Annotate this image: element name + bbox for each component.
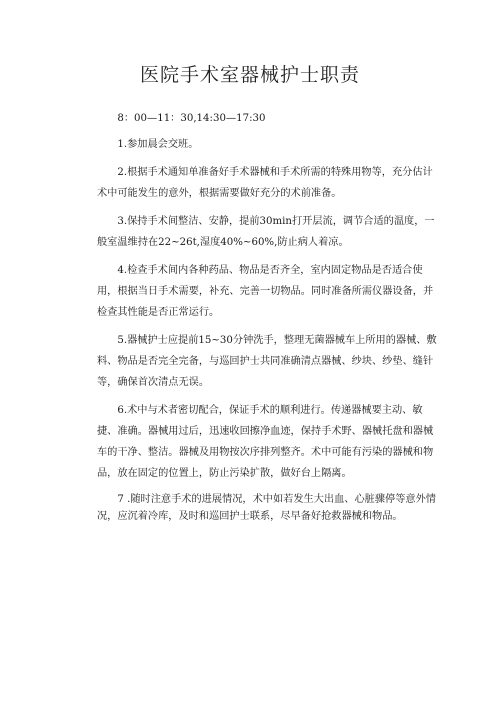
duty-number: 7 [117,494,124,505]
duty-item-1 [97,134,437,155]
duty-item-3 [97,211,437,253]
duty-item-5 [97,330,437,393]
duty-number: 6 [117,405,124,416]
duty-item-6 [97,400,437,484]
duty-number: 3 [117,216,124,227]
document-body [97,108,437,532]
duty-text: .参加晨会交班。 [123,139,199,150]
duty-text: .器械护士应提前15~30分钟洗手，整理无菌器械车上所用的器械、敷料、物品是否完全完备，与巡回护士共同准确清点器械、纱块、纱垫、缝针等，确保首次清点无误。 [97,335,437,388]
duty-number: 1 [117,139,124,150]
working-hours: 8：00—11：30,14:30—17:30 [117,113,266,124]
duty-text: .保持手术间整洁、安静，提前30min打开层流，调节合适的温度，一般室温维持在22~26t,湿度40%~60%,防止病人着凉。 [97,216,435,248]
duty-text: .术中与术者密切配合，保证手术的顺利进行。传递器械要主动、敏捷、准确。器械用过后，迅速收回擦净血迹，保持手术野、器械托盘和器械车的干净、整洁。器械及用物按次序排列整齐。术中可能有污染的器械和物品，放在固定的位置上，防止污染扩散，做好台上隔离。 [97,405,434,479]
duty-text: .随时注意手术的进展情况，术中如若发生大出血、心脏骤停等意外情况，应沉着冷库，及时和巡回护士联系，尽早备好抢救器械和物品。 [97,494,436,522]
duty-text: .检查手术间内各种药品、物品是否齐全，室内固定物品是否适合使用，根据当日手术需要，补充、完善一切物品。同时准备所需仪器设备，并检查其性能是否正常运行。 [97,265,434,318]
duty-item-4 [97,260,437,323]
duty-item-7 [97,491,437,525]
duty-text: .根据手术通知单准备好手术器械和手术所需的特殊用物等，充分估计术中可能发生的意外，根据需要做好充分的术前准备。 [97,167,433,199]
duty-number: 5 [117,335,124,346]
duty-item-2 [97,162,437,204]
duty-number: 2 [117,167,124,178]
document-title: 医院手术室器械护士职责 [139,64,360,86]
duty-number: 4 [117,265,124,276]
